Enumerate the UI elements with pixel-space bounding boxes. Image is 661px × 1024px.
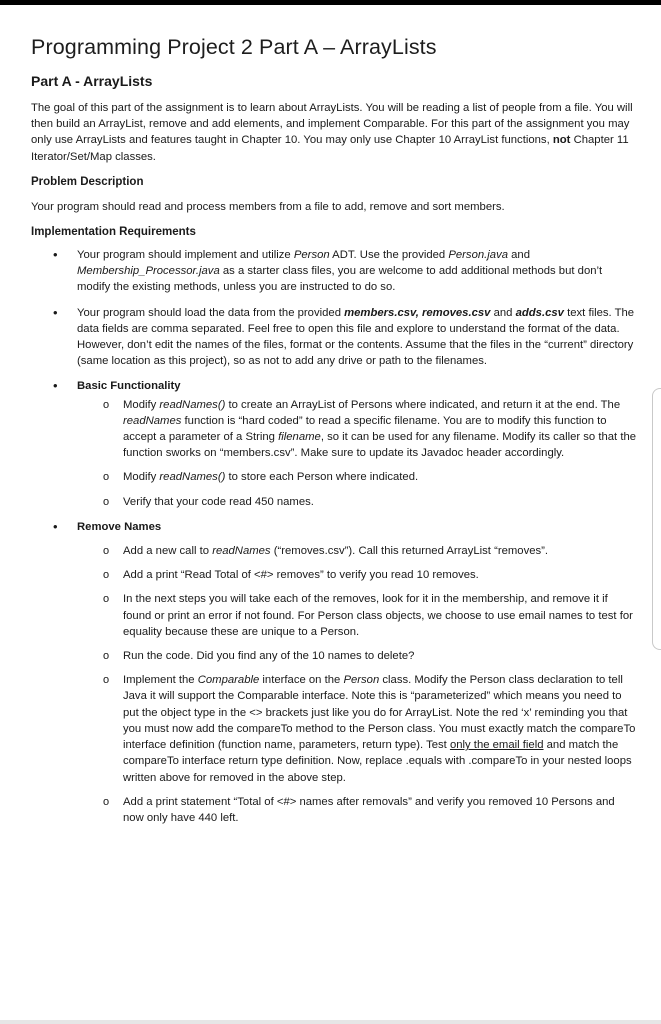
sub-item-verify-450: o Verify that your code read 450 names.	[77, 494, 637, 510]
italic-text: readNames()	[159, 471, 226, 484]
text: interface on the	[259, 674, 344, 687]
document-title: Programming Project 2 Part A – ArrayLists	[31, 35, 437, 59]
bottom-edge	[0, 1020, 661, 1024]
text: and	[490, 306, 516, 319]
bullet-adt	[31, 247, 637, 296]
intro-paragraph	[31, 100, 637, 165]
scrollbar-handle[interactable]	[652, 388, 661, 650]
text: Your program should load the data from the provided	[77, 306, 345, 319]
italic-text: Person	[343, 674, 380, 687]
text: and match the compareTo interface return type definition. Now, replace .equals with .compareTo in your nested loops written above for removed in the above step.	[123, 739, 632, 784]
intro-text: The goal of this part of the assignment is to learn about ArrayLists. You will be reading a list of people from a file. You will then build an ArrayList, remove and add elements, and implement Comparable. For this part of the assignment you may only use ArrayLists and features taught in Chapter 10. You may only use Chapter 10 ArrayList functions,	[31, 102, 633, 147]
top-border	[0, 0, 661, 5]
text: to store each Person where indicated.	[225, 471, 419, 484]
italic-text: readNames	[212, 545, 271, 558]
bold-italic-text: adds.csv	[515, 306, 564, 319]
text: , so it can be used for any filename. Modify its caller so that the function sworks on “members.csv”. Make sure to update its Javadoc header accordingly.	[123, 431, 637, 460]
remove-names-heading: • Remove Names	[77, 520, 162, 533]
bullet-remove-names	[31, 519, 637, 826]
text: Modify	[123, 398, 160, 411]
italic-text: readNames()	[159, 398, 226, 411]
italic-text: Person	[293, 249, 330, 262]
requirements-list	[31, 247, 637, 826]
sub-item-modify-readnames	[77, 397, 637, 462]
text: class. Modify the Person class declaration to tell Java it will support the Comparable interface. Note this is “parameterized” which means you need to put the object type in the <> brackets just like you do for ArrayList. Note the red ‘x’ reminding you that you must now add the compareTo method to the Person class. You must exactly match the compareTo interface definition (function name, parameters, return type). Test	[123, 674, 636, 752]
text: (“removes.csv”). Call this returned ArrayList “removes”.	[270, 545, 549, 558]
text: text files. The data fields are comma separated. Feel free to open this file and explore to understand the format of the data. However, don’t edit the names of the files, format or the contents. Assume that the files in the “current” directory (same location as this project), so as not to add any drive or path to the filenames.	[77, 306, 635, 368]
text: Implement the	[123, 674, 198, 687]
italic-text: Membership_Processor.java	[77, 265, 220, 278]
sub-item-store-person	[77, 469, 637, 485]
bullet-basic-functionality	[31, 378, 637, 509]
text: ADT. Use the provided	[329, 249, 449, 262]
sub-item-comparable	[77, 672, 637, 785]
italic-text: Person.java	[448, 249, 508, 262]
impl-heading: Implementation Requirements	[31, 226, 196, 239]
text: Your program should implement and utilize	[77, 249, 294, 262]
underlined-text: only the email field	[449, 739, 544, 752]
basic-functionality-heading: • Basic Functionality	[77, 380, 181, 393]
bold-italic-text: members.csv, removes.csv	[344, 306, 491, 319]
text: Add a new call to	[123, 545, 213, 558]
document-page	[31, 32, 637, 835]
problem-text: Your program should read and process members from a file to add, remove and sort members.	[31, 200, 505, 213]
sub-item-total-after-removals: o Add a print statement “Total of <#> names after removals” and verify you removed 10 Persons and now only have 440 left.	[77, 794, 637, 826]
part-heading: Part A - ArrayLists	[31, 73, 153, 89]
sub-item-call-readnames	[77, 543, 637, 559]
intro-emphasis: not	[552, 134, 571, 147]
italic-text: filename	[278, 431, 321, 444]
bullet-load-data	[31, 305, 637, 370]
text: Modify	[123, 471, 160, 484]
intro-text-end: Chapter 11 Iterator/Set/Map classes.	[31, 134, 629, 163]
text: function is “hard coded” to read a specific filename. You are to modify this function to accept a parameter of a String	[123, 414, 607, 444]
remove-names-list	[77, 543, 637, 826]
sub-item-run-code: o Run the code. Did you find any of the 10 names to delete?	[77, 648, 637, 664]
sub-item-print-removes: o Add a print “Read Total of <#> removes” to verify you read 10 removes.	[77, 567, 637, 583]
italic-text: readNames	[123, 414, 182, 427]
text: and	[508, 249, 530, 262]
italic-text: Comparable	[197, 674, 260, 687]
text: to create an ArrayList of Persons where indicated, and return it at the end. The	[225, 398, 621, 411]
problem-heading: Problem Description	[31, 175, 144, 188]
text: as a starter class files, you are welcome to add additional methods but don’t modify the existing methods, unless you are instructed to do so.	[77, 265, 603, 294]
basic-functionality-list	[77, 397, 637, 510]
sub-item-remove-steps: o In the next steps you will take each of the removes, look for it in the membership, and remove it if found or print an error if not found. For Person class objects, we choose to use email names to test for equality because these are unique to a Person.	[77, 591, 637, 640]
